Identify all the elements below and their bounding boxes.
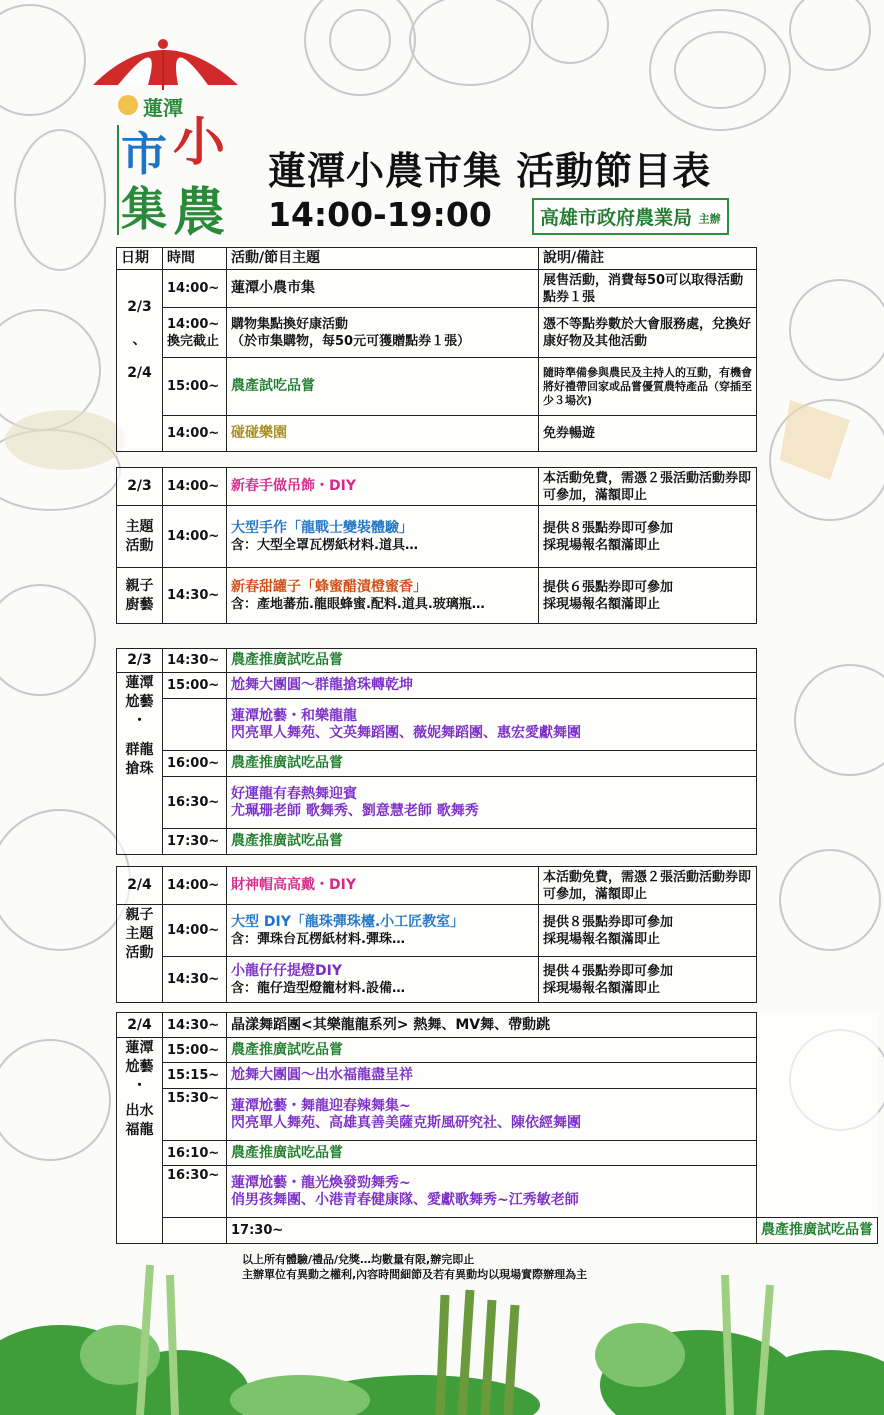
time-cell: 14:30~	[163, 1013, 227, 1038]
table-row	[117, 1038, 878, 1063]
activity-cell: 農產推廣試吃品嘗	[227, 1038, 757, 1063]
table-row	[117, 777, 757, 829]
table-row	[117, 468, 757, 506]
table-row	[117, 699, 757, 751]
header-time: 時間	[163, 248, 227, 270]
activity-cell	[227, 568, 539, 624]
time-cell: 14:00~ 換完截止	[163, 308, 227, 358]
market-logo	[88, 30, 243, 240]
date-cell: 2/4	[117, 867, 163, 905]
organizer-tag: 主辦	[698, 212, 721, 226]
activity-cell: 農產推廣試吃品嘗	[227, 829, 757, 855]
note-cell: 提供４張點券即可參加 採現場報名額滿即止	[539, 957, 757, 1003]
footnote	[242, 1252, 587, 1282]
date-cell: 2/3	[117, 468, 163, 506]
table-header-row	[117, 248, 757, 270]
time-cell: 14:00~	[163, 468, 227, 506]
time-cell: 14:00~	[163, 416, 227, 452]
time-cell: 17:30~	[163, 829, 227, 855]
activity-cell: 蓮潭尬藝・舞龍迎春辣舞集~ 閃亮單人舞苑、高雄真善美薩克斯風研究社、陳依經舞團	[227, 1089, 757, 1141]
table-row	[117, 829, 757, 855]
time-cell: 16:10~	[163, 1141, 227, 1166]
activity-cell: 農產推廣試吃品嘗	[227, 751, 757, 777]
header-notes: 說明/備註	[539, 248, 757, 270]
date-cell: 2/3	[117, 649, 163, 673]
activity-cell: 新春手做吊飾・DIY	[227, 468, 539, 506]
schedule-section-4	[116, 866, 757, 1003]
table-row	[117, 1166, 878, 1218]
note-cell: 展售活動，消費每50可以取得活動點券１張	[539, 270, 757, 308]
time-cell: 17:30~	[227, 1218, 757, 1244]
schedule-section-5	[116, 1012, 878, 1244]
table-row	[117, 1089, 878, 1141]
date-cell: 主題 活動	[117, 506, 163, 568]
note-cell: 隨時準備參與農民及主持人的互動，有機會將好禮帶回家或品嘗優質農特產品（穿插至少３場次)	[539, 358, 757, 416]
activity-cell	[227, 506, 539, 568]
time-cell: 15:00~	[163, 358, 227, 416]
time-cell: 14:30~	[163, 649, 227, 673]
time-cell: 14:30~	[163, 957, 227, 1003]
schedule-section-2	[116, 467, 757, 624]
activity-cell: 晶漾舞蹈團<其樂龍龍系列> 熱舞、MV舞、帶動跳	[227, 1013, 757, 1038]
logo-top-text: 蓮潭	[143, 96, 183, 120]
date-cell: 2/3 、 2/4	[117, 270, 163, 452]
activity-cell: 尬舞大團圓～群龍搶珠轉乾坤	[227, 673, 757, 699]
note-cell: 憑不等點券數於大會服務處，兌換好康好物及其他活動	[539, 308, 757, 358]
table-row	[117, 673, 757, 699]
note-cell: 免券暢遊	[539, 416, 757, 452]
activity-cell: 尬舞大團圓～出水福龍盡呈祥	[227, 1063, 757, 1089]
activity-title: 大型 DIY「龍珠彈珠檯.小工匠教室」	[231, 913, 465, 930]
note-cell: 提供８張點券即可參加 採現場報名額滿即止	[539, 905, 757, 957]
schedule-section-1	[116, 247, 757, 452]
time-cell: 15:30~	[163, 1089, 227, 1141]
activity-cell: 農產推廣試吃品嘗	[757, 1218, 878, 1244]
logo-char-xiao: 小	[173, 113, 226, 173]
logo-char-nong: 農	[173, 183, 226, 240]
table-row	[117, 1218, 878, 1244]
time-cell	[163, 699, 227, 751]
table-row	[117, 270, 757, 308]
pineapple-icon	[118, 95, 138, 115]
table-row	[117, 751, 757, 777]
activity-title: 大型手作「龍戰士變裝體驗」	[231, 519, 413, 536]
time-cell: 16:30~	[163, 777, 227, 829]
activity-cell: 蓮潭小農市集	[227, 270, 539, 308]
activity-cell: 財神帽高高戴・DIY	[227, 867, 539, 905]
activity-cell: 農產推廣試吃品嘗	[227, 1141, 757, 1166]
activity-cell: 農產試吃品嘗	[227, 358, 539, 416]
activity-sub: 含：大型全罩瓦楞紙材料.道具…	[231, 537, 418, 553]
table-row	[117, 905, 757, 957]
table-row	[117, 1013, 878, 1038]
umbrella-icon	[93, 39, 238, 90]
note-cell: 本活動免費，需憑２張活動活動券即可參加，滿額即止	[539, 468, 757, 506]
note-cell: 本活動免費，需憑２張活動活動券即可參加，滿額即止	[539, 867, 757, 905]
table-row	[117, 358, 757, 416]
activity-sub: 含：產地蕃茄.龍眼蜂蜜.配料.道具.玻璃瓶…	[231, 596, 485, 612]
note-cell: 提供８張點券即可參加 採現場報名額滿即止	[539, 506, 757, 568]
activity-cell: 蓮潭尬藝・和樂龍龍 閃亮單人舞苑、文英舞蹈團、薇妮舞蹈團、惠宏愛獻舞團	[227, 699, 757, 751]
organizer-name: 高雄市政府農業局	[540, 207, 693, 229]
organizer-badge	[532, 198, 729, 235]
table-row	[117, 957, 757, 1003]
activity-sub: 含：龍仔造型燈籠材料.設備…	[231, 980, 405, 996]
table-row	[117, 1063, 878, 1089]
activity-title: 新春甜罐子「蜂蜜醋漬橙蜜香」	[231, 578, 427, 595]
time-cell: 15:00~	[163, 673, 227, 699]
table-row	[117, 506, 757, 568]
table-row	[117, 649, 757, 673]
footnote-line-2: 主辦單位有異動之權利,內容時間細節及若有異動均以現場實際辦理為主	[242, 1268, 588, 1281]
page-title: 蓮潭小農市集 活動節目表	[268, 149, 712, 193]
activity-cell	[227, 957, 539, 1003]
date-cell: 親子 主題 活動	[117, 905, 163, 1003]
schedule-section-3	[116, 648, 757, 855]
time-cell: 14:00~	[163, 506, 227, 568]
event-hours: 14:00-19:00	[268, 195, 492, 234]
table-row	[117, 308, 757, 358]
logo-char-shi: 市	[121, 127, 167, 181]
time-cell: 16:30~	[163, 1166, 227, 1218]
activity-title: 小龍仔仔提燈DIY	[231, 962, 342, 979]
activity-cell: 好運龍有春熱舞迎賓 尤珮珊老師 歌舞秀、劉意慧老師 歌舞秀	[227, 777, 757, 829]
time-cell: 14:30~	[163, 568, 227, 624]
footnote-line-1: 以上所有體驗/禮品/兌獎…均數量有限,辦完即止	[242, 1253, 475, 1266]
time-cell: 15:15~	[163, 1063, 227, 1089]
table-row	[117, 416, 757, 452]
time-cell: 15:00~	[163, 1038, 227, 1063]
date-cell: 蓮潭 尬藝 ・ 出水 福龍	[117, 1038, 163, 1244]
logo-char-ji: 集	[121, 182, 167, 236]
time-cell: 14:00~	[163, 905, 227, 957]
date-cell: 2/4	[117, 1013, 163, 1038]
activity-cell: 農產推廣試吃品嘗	[227, 649, 757, 673]
date-cell: 親子 廚藝	[117, 568, 163, 624]
date-cell: 蓮潭 尬藝 ・ 群龍 搶珠	[117, 673, 163, 855]
activity-cell	[227, 905, 539, 957]
time-cell: 16:00~	[163, 751, 227, 777]
time-cell: 14:00~	[163, 867, 227, 905]
table-row	[117, 867, 757, 905]
table-row	[117, 568, 757, 624]
header-date: 日期	[117, 248, 163, 270]
note-cell: 提供６張點券即可參加 採現場報名額滿即止	[539, 568, 757, 624]
activity-sub: 含：彈珠台瓦楞紙材料.彈珠…	[231, 931, 405, 947]
activity-cell: 碰碰樂園	[227, 416, 539, 452]
header-activity: 活動/節目主題	[227, 248, 539, 270]
activity-cell: 蓮潭尬藝・龍光煥發勁舞秀~ 俏男孩舞團、小港青春健康隊、愛獻歌舞秀~江秀敏老師	[227, 1166, 757, 1218]
table-row	[117, 1141, 878, 1166]
time-cell: 14:00~	[163, 270, 227, 308]
activity-cell: 購物集點換好康活動 （於市集購物，每50元可獲贈點券１張）	[227, 308, 539, 358]
